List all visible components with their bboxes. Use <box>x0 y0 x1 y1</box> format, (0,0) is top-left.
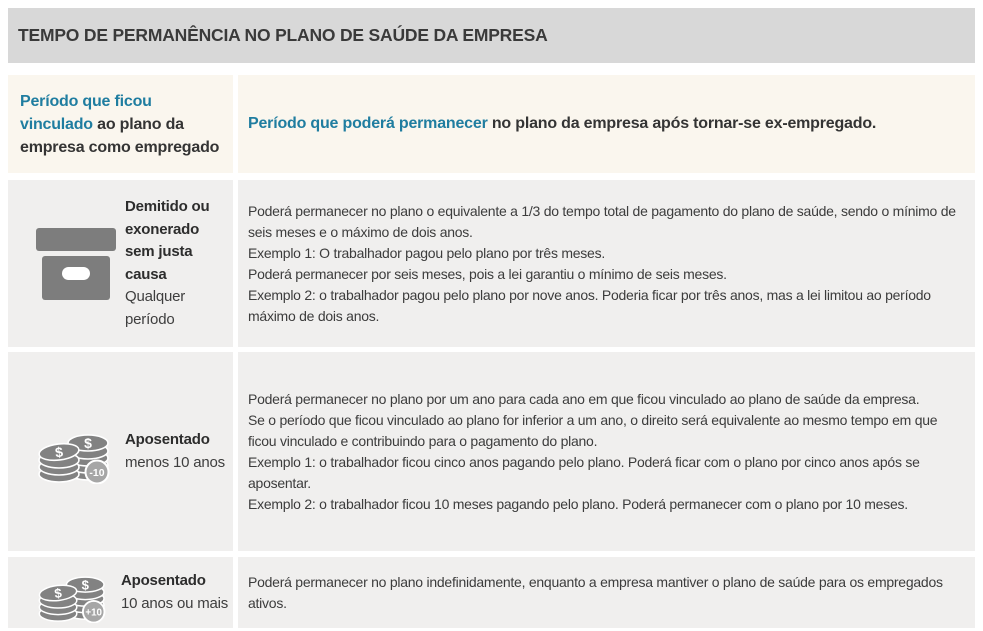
table-row-dismissed <box>8 180 975 347</box>
header-right-highlight: Período que poderá permanecer <box>248 115 488 132</box>
row-label-line: Demitido ou <box>125 198 210 215</box>
badge-plus-10: +10 <box>85 607 103 618</box>
badge-minus-10: -10 <box>89 466 105 479</box>
column-header-stay-period <box>238 75 975 173</box>
rule-text: Poderá permanecer no plano por um ano para cada ano em que ficou vinculado ao plano de saúde da empresa. <box>248 390 920 407</box>
column-header-linked-period <box>8 75 233 173</box>
row-label-title: Aposentado <box>125 431 210 448</box>
row-label-title: Aposentado <box>121 572 206 589</box>
row-label-period: menos 10 anos <box>125 453 225 471</box>
rule-text: Se o período que ficou vinculado ao plano for inferior a um ano, o direito será equivalente ao mesmo tempo em que ficou vinculado e contribuindo para o pagamento do plano. <box>248 411 938 449</box>
table-row-retired-under-10 <box>8 352 975 551</box>
row-dismissed-description <box>238 180 975 347</box>
row-label-period: 10 anos ou mais <box>121 594 229 612</box>
coins-stack-minus-10-icon <box>35 420 117 484</box>
row-retired-under-10-description <box>238 352 975 551</box>
row-retired-over-10-labels <box>121 570 228 615</box>
row-retired-under-10-left-cell <box>8 352 233 551</box>
title-bar <box>8 8 975 63</box>
row-label-line: sem justa causa <box>125 243 193 283</box>
header-left-highlight: Período que ficou vinculado <box>20 93 152 133</box>
rule-text: Poderá permanecer no plano indefinidamente, enquanto a empresa mantiver o plano de saúde para os empregados ativos. <box>248 573 943 611</box>
header-right-rest: no plano da empresa após tornar-se ex-empregado. <box>491 115 877 132</box>
rule-text: Poderá permanecer por seis meses, pois a lei garantiu o mínimo de seis meses. <box>248 265 727 282</box>
row-label-line: exonerado <box>125 220 200 238</box>
header-left-rest: ao plano da empresa como empregado <box>20 116 220 156</box>
row-label-period: Qualquer período <box>125 288 186 328</box>
dollar-glyph: $ <box>84 434 92 451</box>
row-dismissed-labels <box>125 196 233 331</box>
dollar-glyph: $ <box>81 576 89 592</box>
coins-stack-plus-10-icon <box>35 563 113 623</box>
archive-box-icon <box>35 227 117 301</box>
column-header-row <box>8 75 975 173</box>
table-row-retired-over-10 <box>8 557 975 628</box>
example-text: Exemplo 1: o trabalhador ficou cinco anos pagando pelo plano. Poderá ficar com o plano por cinco anos após se aposentar. <box>248 453 920 491</box>
row-retired-over-10-description <box>238 557 975 628</box>
example-text: Exemplo 1: O trabalhador pagou pelo plano por três meses. <box>248 244 605 261</box>
row-retired-over-10-left-cell <box>8 557 233 628</box>
row-dismissed-left-cell <box>8 180 233 347</box>
dollar-glyph: $ <box>54 443 64 460</box>
dollar-glyph: $ <box>53 584 63 601</box>
example-text: Exemplo 2: o trabalhador ficou 10 meses pagando pelo plano. Poderá permanecer com o plano por 10 meses. <box>248 495 908 512</box>
row-retired-under-10-labels <box>125 429 225 474</box>
page-title: TEMPO DE PERMANÊNCIA NO PLANO DE SAÚDE DA EMPRESA <box>18 25 548 45</box>
rule-text: Poderá permanecer no plano o equivalente a 1/3 do tempo total de pagamento do plano de saúde, sendo o mínimo de seis meses e o máximo de dois anos. <box>248 202 956 240</box>
example-text: Exemplo 2: o trabalhador pagou pelo plano por nove anos. Poderia ficar por três anos, mas a lei limitou ao período máximo de dois anos. <box>248 286 931 324</box>
